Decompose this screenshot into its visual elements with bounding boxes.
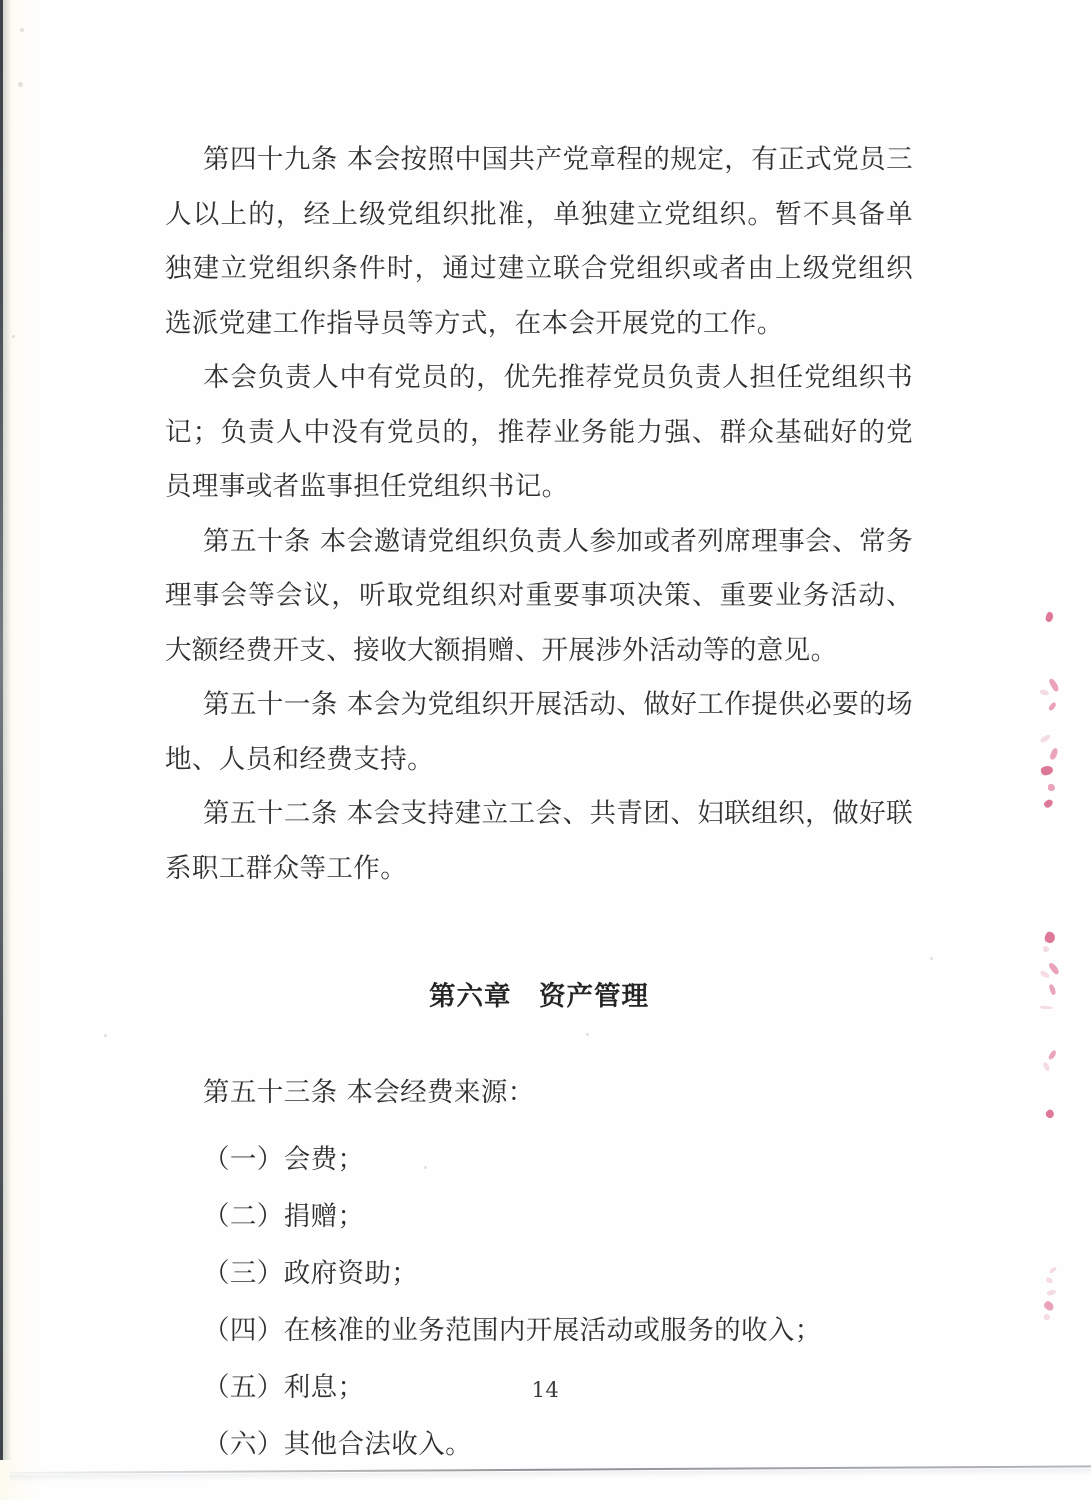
paragraph-article-51: 第五十一条 本会为党组织开展活动、做好工作提供必要的场地、人员和经费支持。 <box>165 689 913 775</box>
paragraph-article-53-lead: 第五十三条 本会经费来源： <box>203 1077 535 1108</box>
scan-speck <box>18 82 23 87</box>
scan-speck <box>930 957 933 960</box>
paragraph-article-52: 第五十二条 本会支持建立工会、共青团、妇联组织，做好联系职工群众等工作。 <box>165 798 913 884</box>
scan-left-edge-shadow <box>3 0 12 1460</box>
list-item-4: （四）在核准的业务范围内开展活动或服务的收入； <box>203 1315 822 1346</box>
list-spacer <box>165 1121 913 1131</box>
scan-speck <box>20 28 24 32</box>
list-item-2: （二）捐赠； <box>203 1201 365 1232</box>
paragraph-article-50: 第五十条 本会邀请党组织负责人参加或者列席理事会、常务理事会等会议，听取党组织对重要事项决策、重要业务活动、大额经费开支、接收大额捐赠、开展涉外活动等的意见。 <box>165 525 913 666</box>
chapter-spacer-after <box>165 1024 913 1064</box>
list-item-1: （一）会费； <box>203 1144 365 1175</box>
paragraph-article-49: 第四十九条 本会按照中国共产党章程的规定，有正式党员三人以上的，经上级党组织批准，单独建立党组织。暂不具备单独建立党组织条件时，通过建立联合党组织或者由上级党组织选派党建工作指导员等方式，在本会开展党的工作。 <box>165 144 913 339</box>
list-item-3: （三）政府资助； <box>203 1258 419 1289</box>
paragraph-party-secretary: 本会负责人中有党员的，优先推荐党员负责人担任党组织书记；负责人中没有党员的，推荐业务能力强、群众基础好的党员理事或者监事担任党组织书记。 <box>165 362 913 502</box>
page-number: 14 <box>531 1378 560 1402</box>
scan-speck <box>104 1034 107 1037</box>
scan-speck <box>12 335 15 338</box>
chapter-spacer-before <box>165 896 913 970</box>
list-item-6: （六）其他合法收入。 <box>203 1429 472 1460</box>
list-item-5: （五）利息； <box>203 1372 365 1403</box>
document-body <box>165 133 913 1473</box>
chapter-heading-six: 第六章 资产管理 <box>429 981 649 1012</box>
